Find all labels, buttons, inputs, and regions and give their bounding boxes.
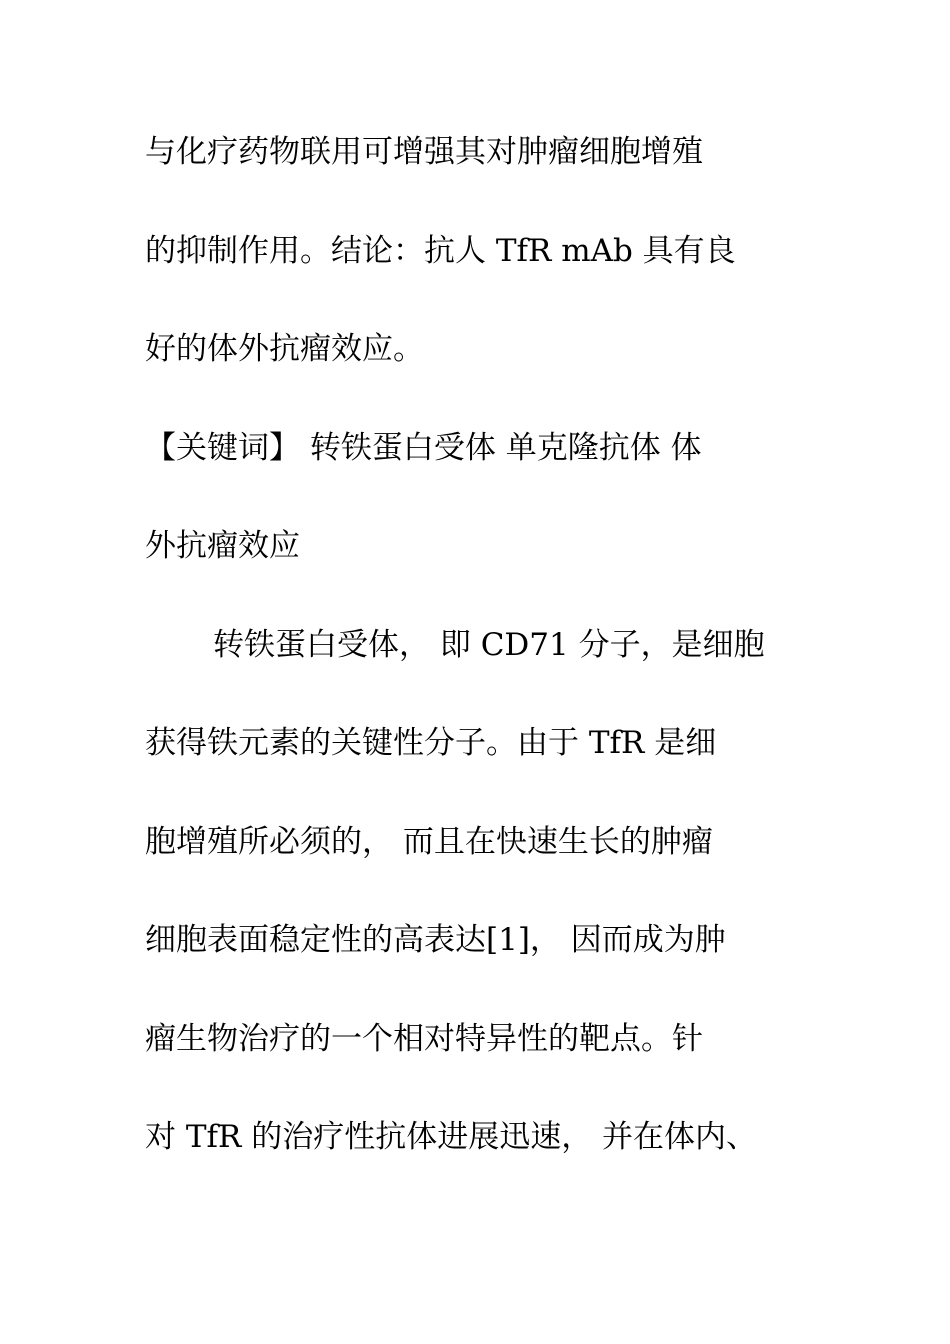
body-text bbox=[145, 103, 825, 1187]
text-line-2: 的抑制作用。结论：抗人 TfR mAb 具有良 bbox=[145, 232, 736, 269]
keywords-line-2: 外抗瘤效应 bbox=[145, 528, 300, 564]
keywords-line-1: 【关键词】 转铁蛋白受体 单克隆抗体 体 bbox=[145, 429, 702, 466]
paragraph-first-line: 转铁蛋白受体， 即 CD71 分子，是细胞 bbox=[213, 626, 765, 663]
text-line-9: 细胞表面稳定性的高表达[1]， 因而成为肿 bbox=[145, 922, 726, 958]
text-line-10: 瘤生物治疗的一个相对特异性的靶点。针 bbox=[145, 1020, 703, 1057]
text-line-7: 获得铁元素的关键性分子。由于 TfR 是细 bbox=[145, 725, 717, 761]
text-line-8: 胞增殖所必须的， 而且在快速生长的肿瘤 bbox=[145, 823, 713, 860]
text-line-11: 对 TfR 的治疗性抗体进展迅速， 并在体内、 bbox=[145, 1119, 758, 1155]
text-line-1: 与化疗药物联用可增强其对肿瘤细胞增殖 bbox=[145, 134, 703, 170]
text-line-3: 好的体外抗瘤效应。 bbox=[145, 331, 424, 367]
